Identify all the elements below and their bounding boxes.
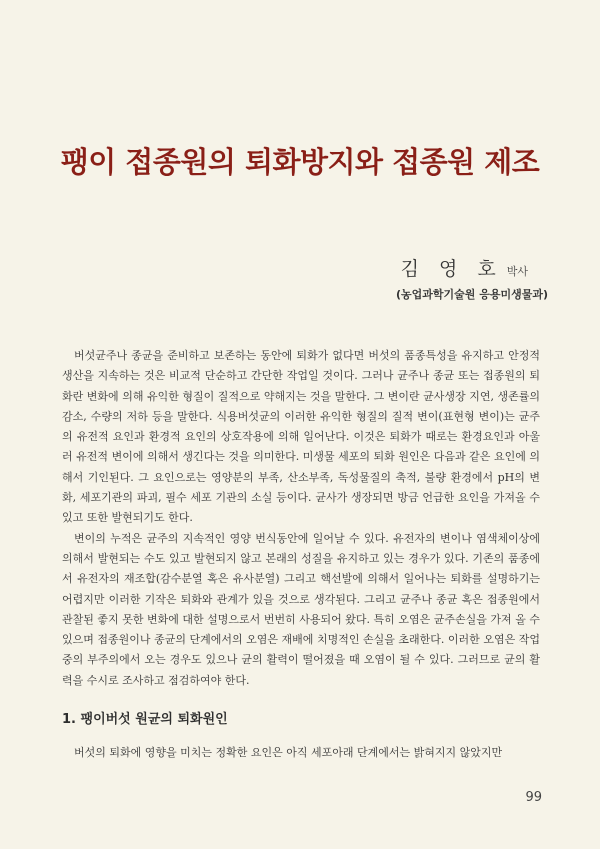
body-paragraph-2: 변이의 누적은 균주의 지속적인 영양 번식동안에 일어날 수 있다. 유전자의 변이나 염색체이상에 의해서 발현되는 수도 있고 발현되지 않고 본래의 성질을 유지하고 있는 경우가 있다. 기존의 품종에서 유전자의 재조합(감수분열 혹은 유사분열) 그리고 핵선발에 의해서 일어나는 퇴화를 설명하기는 어렵지만 이러한 기작은 퇴화와 관계가 있을 것으로 생각된다. 그리고 균주나 종균 혹은 접종원에서 관찰된 좋지 못한 변화에 대한 설명으로서 번번히 사용되어 왔다. 특히 오염은 균주손실을 가져 올 수 있으며 접종원이나 종균의 단계에서의 오염은 재배에 치명적인 손실을 초래한다. 이러한 오염은 작업중의 부주의에서 오는 경우도 있으나 균의 활력이 떨어졌을 때 오염이 될 수 있다. 그러므로 균의 활력을 수시로 조사하고 점검하여야 한다. [62, 531, 540, 687]
section-paragraph-1: 버섯의 퇴화에 영향을 미치는 정확한 요인은 아직 세포아래 단계에서는 밝혀지지 않았지만 [74, 746, 503, 759]
article-body [62, 346, 540, 691]
author-degree: 박사 [506, 265, 528, 278]
body-paragraph-1: 버섯균주나 종균을 준비하고 보존하는 동안에 퇴화가 없다면 버섯의 품종특성을 유지하고 안정적 생산을 지속하는 것은 비교적 단순하고 간단한 작업일 것이다. 그러나 균주나 종균 또는 접종원의 퇴화란 변화에 의해 유익한 형질이 질적으로 약해지는 것을 말한다. 그 변이란 균사생장 지연, 생존률의 감소, 수량의 저하 등을 말한다. 식용버섯균의 이러한 유익한 형질의 질적 변이(표현형 변이)는 균주의 유전적 요인과 환경적 요인의 상호작용에 의해 일어난다. 이것은 퇴화가 때로는 환경요인과 아울러 유전적 변이에 의해서 생긴다는 것을 의미한다. 미생물 세포의 퇴화 원인은 다음과 같은 요인에 의해서 기인된다. 그 요인으로는 영양분의 부족, 산소부족, 독성물질의 축적, 불량 환경에서 pH의 변화, 세포기관의 파괴, 필수 세포 기관의 소실 등이다. 균사가 생장되면 방금 언급한 요인을 가져올 수 있고 또한 발현되기도 한다. [62, 349, 540, 525]
article-title: 팽이 접종원의 퇴화방지와 접종원 제조 [60, 145, 540, 179]
author-affiliation: (농업과학기술원 응용미생물과) [395, 288, 548, 301]
section-heading: 1. 팽이버섯 원균의 퇴화원인 [62, 712, 228, 727]
section-body [62, 743, 540, 763]
author-name: 김 영 호 [400, 258, 503, 280]
page-number: 99 [525, 790, 542, 805]
author-line [401, 254, 528, 281]
